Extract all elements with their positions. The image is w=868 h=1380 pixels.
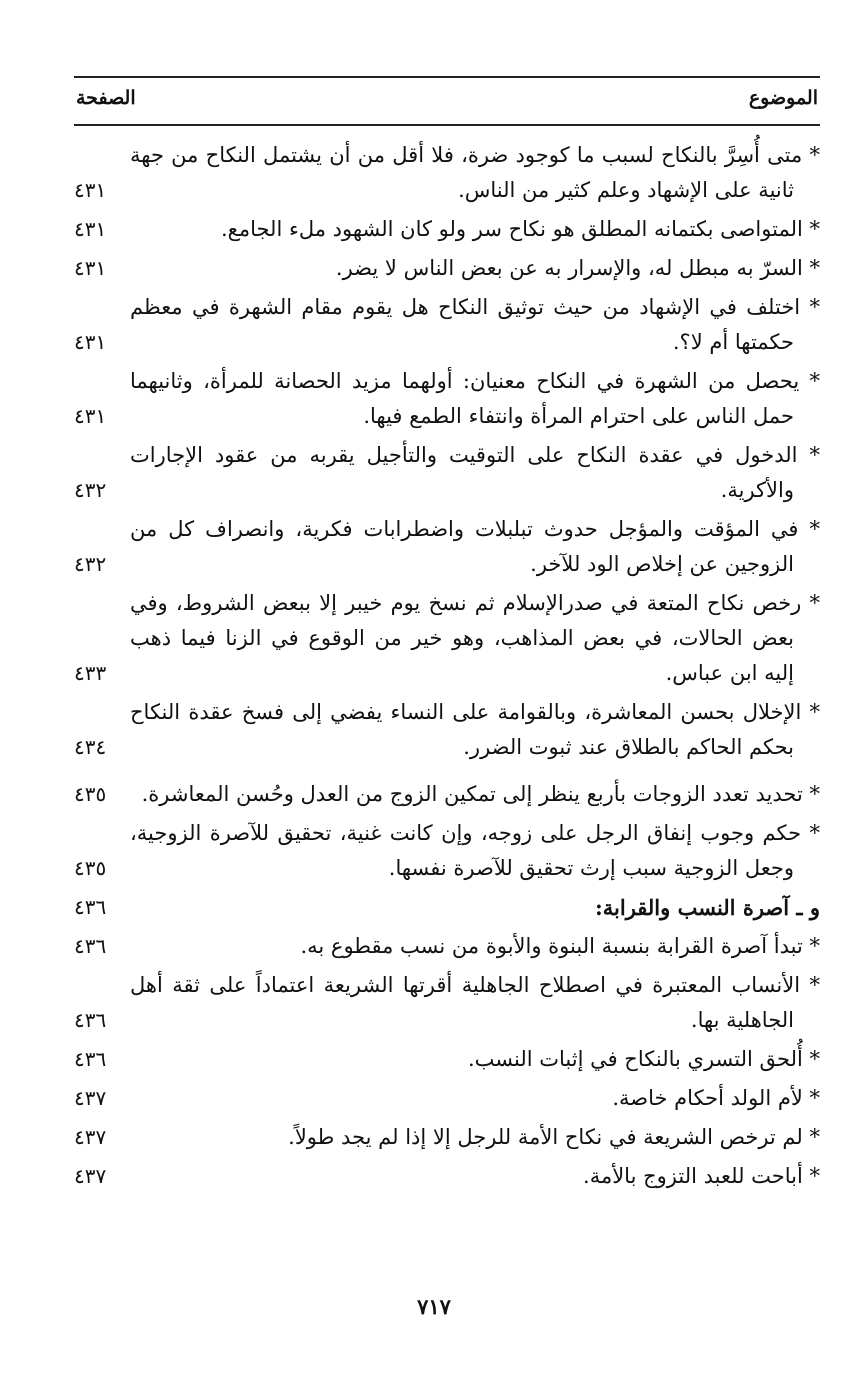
section-heading: و ـ آصرة النسب والقرابة: xyxy=(595,895,820,920)
entry-page: ٤٣٧ xyxy=(74,1125,107,1149)
index-entry xyxy=(74,1159,820,1194)
index-entry xyxy=(74,212,820,247)
index-entries xyxy=(74,138,820,1198)
entry-text: * تحديد تعدد الزوجات بأربع ينظر إلى تمكين الزوج من العدل وحُسن المعاشرة. xyxy=(141,782,820,806)
index-entry xyxy=(74,138,820,208)
table-header xyxy=(74,76,820,126)
entry-text: * أُلحق التسري بالنكاح في إثبات النسب. xyxy=(467,1047,820,1071)
index-entry xyxy=(74,929,820,964)
page-column-label: الصفحة xyxy=(76,87,136,109)
entry-page: ٤٣٦ xyxy=(74,895,107,919)
section-heading-entry xyxy=(74,890,820,925)
entry-text: * حكم وجوب إنفاق الرجل على زوجه، وإن كانت غنية، تحقيق للآصرة الزوجية، وجعل الزوجية سبب إرث تحقيق للآصرة نفسها. xyxy=(130,821,820,880)
entry-page: ٤٣٢ xyxy=(74,552,107,576)
index-entry xyxy=(74,777,820,812)
entry-text: * الدخول في عقدة النكاح على التوقيت والتأجيل يقربه من عقود الإجارات والأكرية. xyxy=(130,443,820,502)
index-entry xyxy=(74,816,820,886)
entry-text: * اختلف في الإشهاد من حيث توثيق النكاح هل يقوم مقام الشهرة في معظم حكمتها أم لا؟. xyxy=(130,295,820,354)
entry-page: ٤٣١ xyxy=(74,330,107,354)
entry-text: * المتواصى بكتمانه المطلق هو نكاح سر ولو كان الشهود ملء الجامع. xyxy=(220,217,820,241)
index-entry xyxy=(74,438,820,508)
index-entry xyxy=(74,586,820,691)
index-entry xyxy=(74,1081,820,1116)
entry-text: * لم ترخص الشريعة في نكاح الأمة للرجل إلا إذا لم يجد طولاً. xyxy=(288,1125,820,1149)
entry-text: * الأنساب المعتبرة في اصطلاح الجاهلية أقرتها الشريعة اعتماداً على ثقة أهل الجاهلية بها. xyxy=(130,973,820,1032)
entry-text: * يحصل من الشهرة في النكاح معنيان: أولهما مزيد الحصانة للمرأة، وثانيهما حمل الناس على احترام المرأة وانتفاء الطمع فيها. xyxy=(130,369,820,428)
page-number: ٧١٧ xyxy=(417,1294,451,1319)
entry-page: ٤٣٤ xyxy=(74,735,107,759)
entry-page: ٤٣١ xyxy=(74,178,107,202)
entry-text: * تبدأ آصرة القرابة بنسبة البنوة والأبوة من نسب مقطوع به. xyxy=(300,934,820,958)
entry-text: * متى أُسِرَّ بالنكاح لسبب ما كوجود ضرة، فلا أقل من أن يشتمل النكاح من جهة ثانية على الإشهاد وعلم كثير من الناس. xyxy=(130,143,820,202)
entry-page: ٤٣٥ xyxy=(74,782,107,806)
index-entry xyxy=(74,512,820,582)
entry-page: ٤٣١ xyxy=(74,404,107,428)
entry-text: * أباحت للعبد التزوج بالأمة. xyxy=(583,1164,820,1188)
topic-column-label: الموضوع xyxy=(748,87,818,109)
index-entry xyxy=(74,1120,820,1155)
entry-page: ٤٣٢ xyxy=(74,478,107,502)
entry-page: ٤٣٦ xyxy=(74,1008,107,1032)
entry-text: * رخص نكاح المتعة في صدرالإسلام ثم نسخ يوم خيبر إلا ببعض الشروط، وفي بعض الحالات، في بعض المذاهب، وهو خير من الوقوع في الزنا فيما ذهب إليه ابن عباس. xyxy=(130,591,820,685)
entry-page: ٤٣٥ xyxy=(74,856,107,880)
entry-page: ٤٣٧ xyxy=(74,1086,107,1110)
index-entry xyxy=(74,968,820,1038)
index-entry xyxy=(74,695,820,765)
index-entry xyxy=(74,290,820,360)
index-entry xyxy=(74,1042,820,1077)
index-entry xyxy=(74,364,820,434)
index-entry xyxy=(74,251,820,286)
entry-text: * السرّ به مبطل له، والإسرار به عن بعض الناس لا يضر. xyxy=(335,256,820,280)
entry-page: ٤٣٦ xyxy=(74,934,107,958)
entry-page: ٤٣٣ xyxy=(74,661,107,685)
entry-text: * لأم الولد أحكام خاصة. xyxy=(612,1086,820,1110)
entry-page: ٤٣٦ xyxy=(74,1047,107,1071)
entry-text: * في المؤقت والمؤجل حدوث تبلبلات واضطرابات فكرية، وانصراف كل من الزوجين عن إخلاص الود للآخر. xyxy=(130,517,820,576)
entry-page: ٤٣١ xyxy=(74,217,107,241)
entry-page: ٤٣١ xyxy=(74,256,107,280)
entry-page: ٤٣٧ xyxy=(74,1164,107,1188)
entry-text: * الإخلال بحسن المعاشرة، وبالقوامة على النساء يفضي إلى فسخ عقدة النكاح بحكم الحاكم بالطلاق عند ثبوت الضرر. xyxy=(130,700,820,759)
